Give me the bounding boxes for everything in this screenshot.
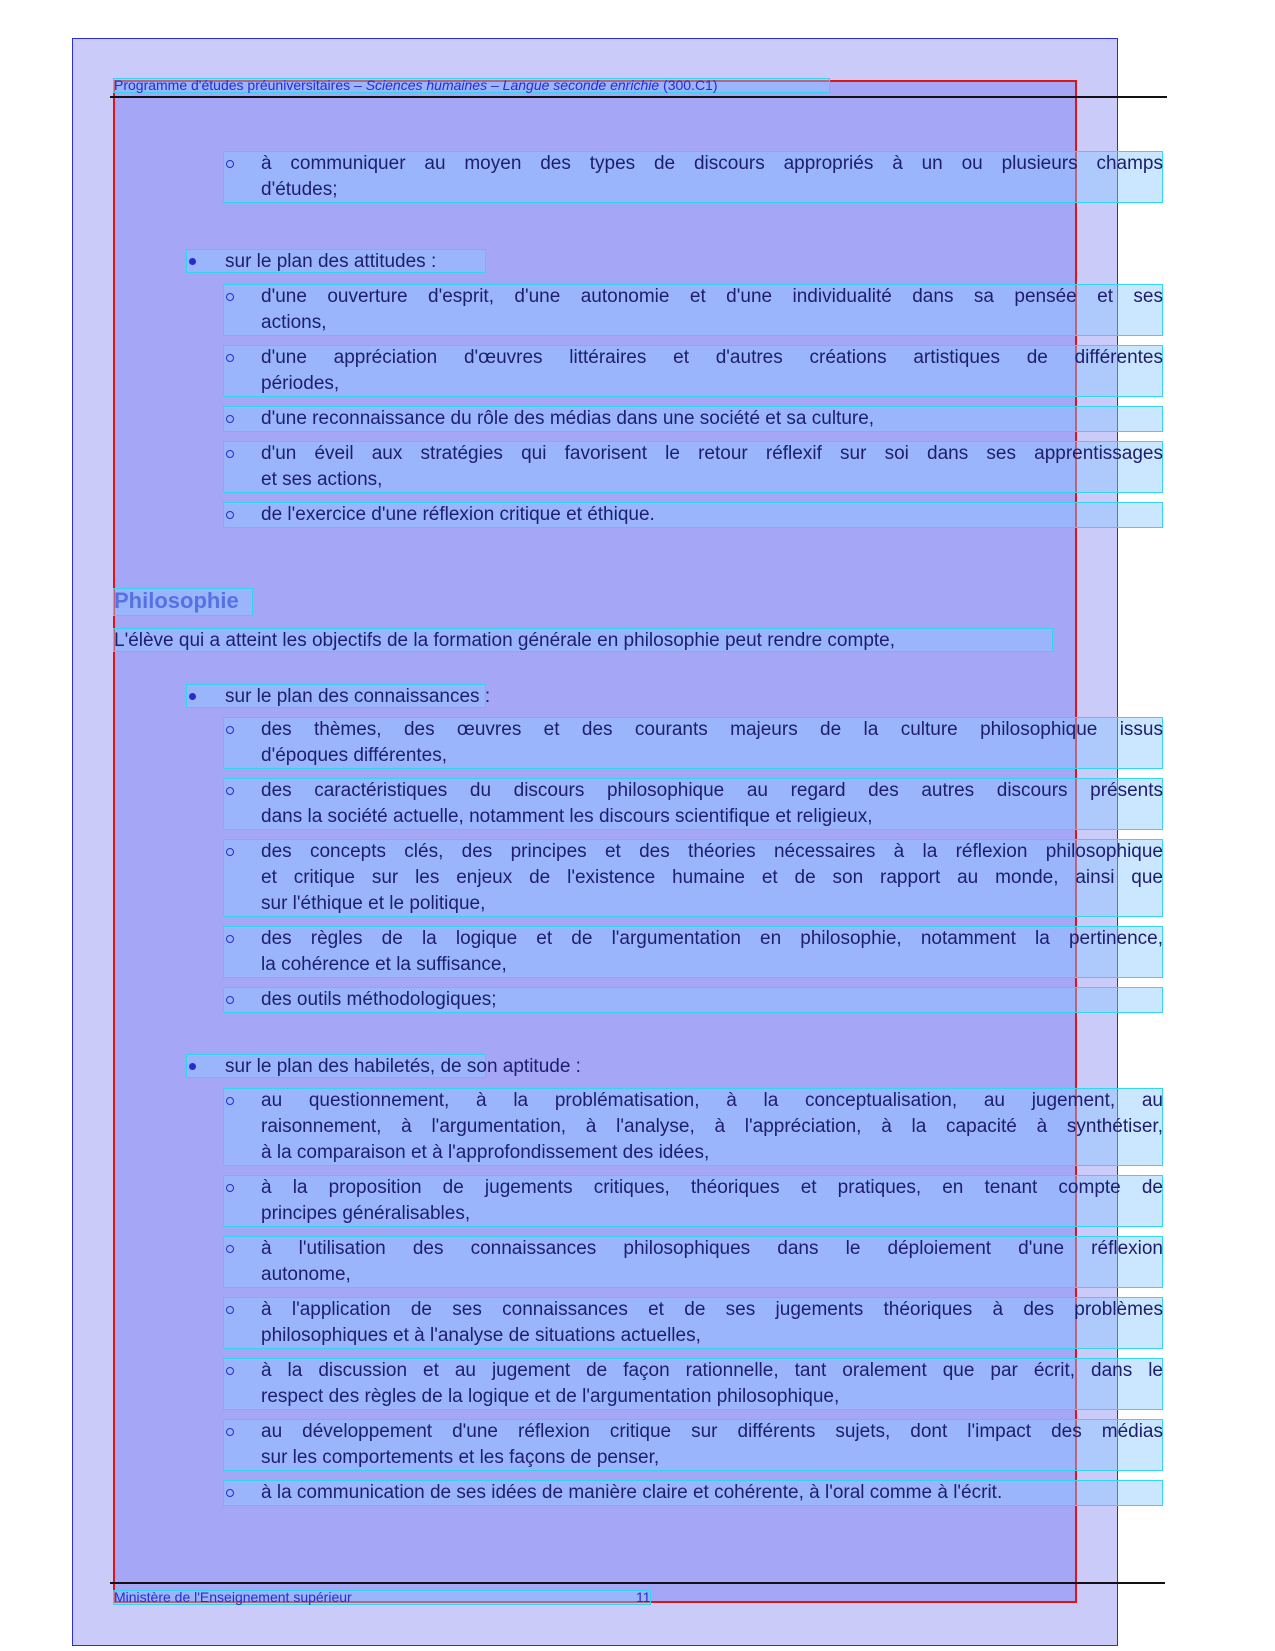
list-item-text: principes généralisables, [261, 1203, 471, 1224]
list-item-text: philosophiques et à l'analyse de situations actuelles, [261, 1325, 701, 1346]
list-item-text: et critique sur les enjeux de l'existence humaine et de son rapport au monde, ainsi que [261, 867, 1163, 888]
sub-bullet-icon [226, 511, 234, 519]
sub-bullet-icon [226, 1489, 234, 1497]
list-item-text: sur l'éthique et le politique, [261, 893, 486, 914]
bullet-icon [189, 693, 196, 700]
list-item-text: périodes, [261, 373, 340, 394]
running-footer: Ministère de l'Enseignement supérieur [114, 1589, 352, 1605]
list-item-text: d'études; [261, 179, 338, 200]
running-header: Programme d'études préuniversitaires – Sciences humaines – Langue seconde enrichie (300.C1) [114, 77, 718, 93]
list-item-text: au questionnement, à la problématisation, à la conceptualisation, au jugement, au [261, 1090, 1163, 1111]
list-item-text: respect des règles de la logique et de l'argumentation philosophique, [261, 1386, 840, 1407]
list-item-text: d'époques différentes, [261, 745, 448, 766]
list-item-text: des caractéristiques du discours philosophique au regard des autres discours présents [261, 780, 1163, 801]
bullet-label: sur le plan des attitudes : [225, 251, 437, 272]
bullet-label: sur le plan des habiletés, de son aptitude : [225, 1056, 581, 1077]
list-item-text: actions, [261, 312, 327, 333]
sub-bullet-icon [226, 415, 234, 423]
sub-bullet-icon [226, 1184, 234, 1192]
sub-bullet-icon [226, 160, 234, 168]
sub-bullet-icon [226, 935, 234, 943]
sub-bullet-icon [226, 1428, 234, 1436]
list-item-text: d'un éveil aux stratégies qui favorisent le retour réflexif sur soi dans ses apprentissages [261, 443, 1163, 464]
bullet-icon [189, 258, 196, 265]
sub-bullet-icon [226, 996, 234, 1004]
list-item-text: autonome, [261, 1264, 351, 1285]
page-number: 11 [636, 1589, 651, 1605]
sub-bullet-icon [226, 1367, 234, 1375]
sub-bullet-icon [226, 354, 234, 362]
header-rule [110, 96, 1167, 98]
list-item-text: d'une ouverture d'esprit, d'une autonomie et d'une individualité dans sa pensée et ses [261, 286, 1163, 307]
list-item-text: d'une appréciation d'œuvres littéraires et d'autres créations artistiques de différentes [261, 347, 1163, 368]
list-item-text: à l'utilisation des connaissances philosophiques dans le déploiement d'une réflexion [261, 1238, 1163, 1259]
list-item-text: à la comparaison et à l'approfondissement des idées, [261, 1142, 710, 1163]
sub-bullet-icon [226, 1245, 234, 1253]
bullet-label: sur le plan des connaissances : [225, 686, 491, 707]
sub-bullet-icon [226, 726, 234, 734]
list-item-text: à la proposition de jugements critiques, théoriques et pratiques, en tenant compte de [261, 1177, 1163, 1198]
list-item-text: à la communication de ses idées de manière claire et cohérente, à l'oral comme à l'écrit. [261, 1482, 1003, 1503]
sub-bullet-icon [226, 1306, 234, 1314]
heading-highlight [113, 588, 253, 616]
sub-bullet-icon [226, 1097, 234, 1105]
section-heading: Philosophie [114, 588, 239, 613]
sub-bullet-icon [226, 450, 234, 458]
list-item-text: raisonnement, à l'argumentation, à l'analyse, à l'appréciation, à la capacité à synthétiser, [261, 1116, 1163, 1137]
list-item-text: de l'exercice d'une réflexion critique et éthique. [261, 504, 655, 525]
sub-bullet-icon [226, 848, 234, 856]
list-item-text: dans la société actuelle, notamment les discours scientifique et religieux, [261, 806, 873, 827]
list-item-text: à l'application de ses connaissances et de ses jugements théoriques à des problèmes [261, 1299, 1163, 1320]
sub-bullet-icon [226, 787, 234, 795]
list-item-text: des concepts clés, des principes et des théories nécessaires à la réflexion philosophique [261, 841, 1163, 862]
list-item-text: des règles de la logique et de l'argumentation en philosophie, notamment la pertinence, [261, 928, 1163, 949]
list-item-text: à la discussion et au jugement de façon rationnelle, tant oralement que par écrit, dans le [261, 1360, 1163, 1381]
list-item-text: des outils méthodologiques; [261, 989, 497, 1010]
list-item-text: à communiquer au moyen des types de discours appropriés à un ou plusieurs champs [261, 153, 1163, 174]
list-item-text: d'une reconnaissance du rôle des médias dans une société et sa culture, [261, 408, 875, 429]
list-item-text: des thèmes, des œuvres et des courants majeurs de la culture philosophique issus [261, 719, 1163, 740]
list-item-text: sur les comportements et les façons de penser, [261, 1447, 660, 1468]
list-item-text: au développement d'une réflexion critique sur différents sujets, dont l'impact des médias [261, 1421, 1163, 1442]
footer-rule [110, 1582, 1165, 1584]
list-item-text: la cohérence et la suffisance, [261, 954, 507, 975]
bullet-icon [189, 1063, 196, 1070]
list-item-text: et ses actions, [261, 469, 383, 490]
sub-bullet-icon [226, 293, 234, 301]
intro-text: L'élève qui a atteint les objectifs de la formation générale en philosophie peut rendre compte, [114, 630, 896, 651]
